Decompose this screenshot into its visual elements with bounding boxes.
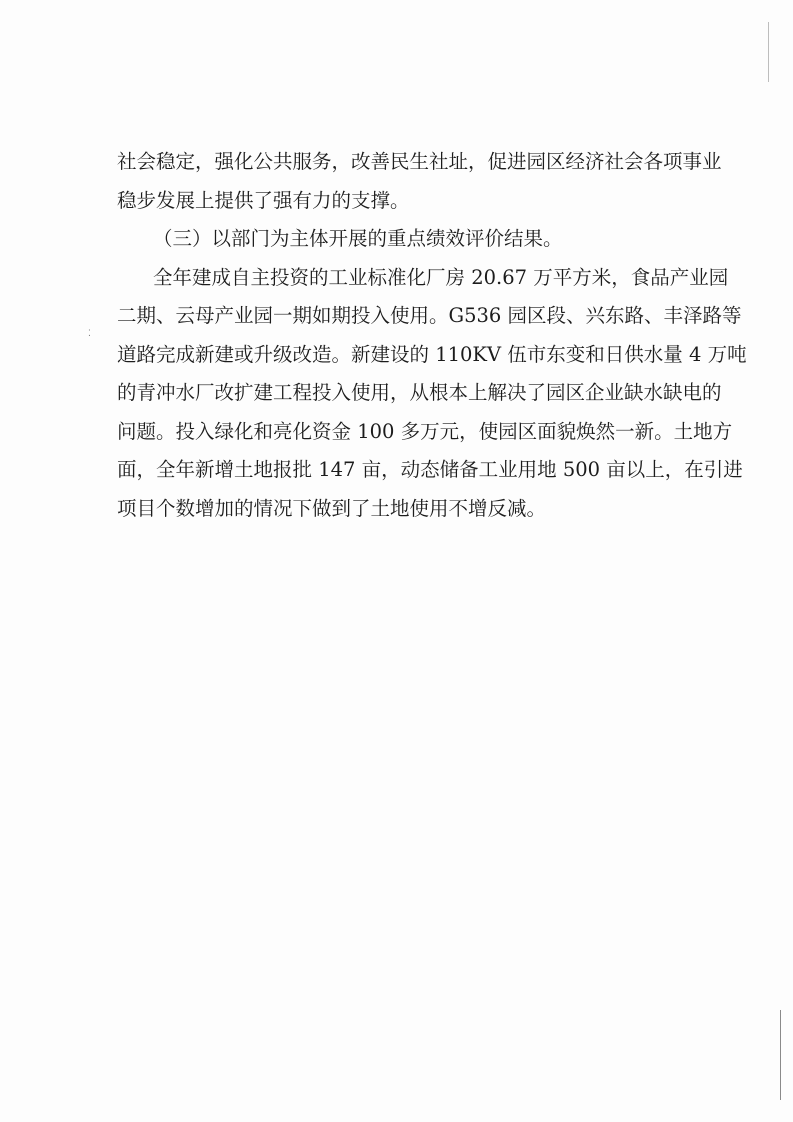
- paragraph-line: 道路完成新建或升级改造。新建设的 110KV 伍市东变和日供水量 4 万吨: [117, 342, 747, 366]
- paragraph-line: 全年建成自主投资的工业标准化厂房 20.67 万平方米，食品产业园: [153, 265, 729, 289]
- body-text: [117, 143, 747, 528]
- paragraph-line: 面，全年新增土地报批 147 亩，动态储备工业用地 500 亩以上，在引进: [117, 458, 743, 481]
- paragraph-line: 二期、云母产业园一期如期投入使用。G536 园区段、兴东路、丰泽路等: [117, 304, 742, 327]
- paragraph-line: 社会稳定，强化公共服务，改善民生社址，促进园区经济社会各项事业: [117, 150, 722, 173]
- paragraph-line: 稳步发展上提供了强有力的支撑。: [117, 188, 410, 212]
- paragraph-line: 问题。投入绿化和亮化资金 100 多万元，使园区面貌焕然一新。土地方: [117, 419, 733, 443]
- paragraph-line: 项目个数增加的情况下做到了土地使用不增反减。: [117, 496, 547, 520]
- scan-edge-mark: [780, 1010, 781, 1100]
- scan-edge-mark: [768, 22, 769, 82]
- paragraph-line: 的青冲水厂改扩建工程投入使用，从根本上解决了园区企业缺水缺电的: [117, 381, 722, 404]
- scan-dust-mark: ⁚: [88, 329, 91, 339]
- section-heading: （三）以部门为主体开展的重点绩效评价结果。: [153, 227, 563, 250]
